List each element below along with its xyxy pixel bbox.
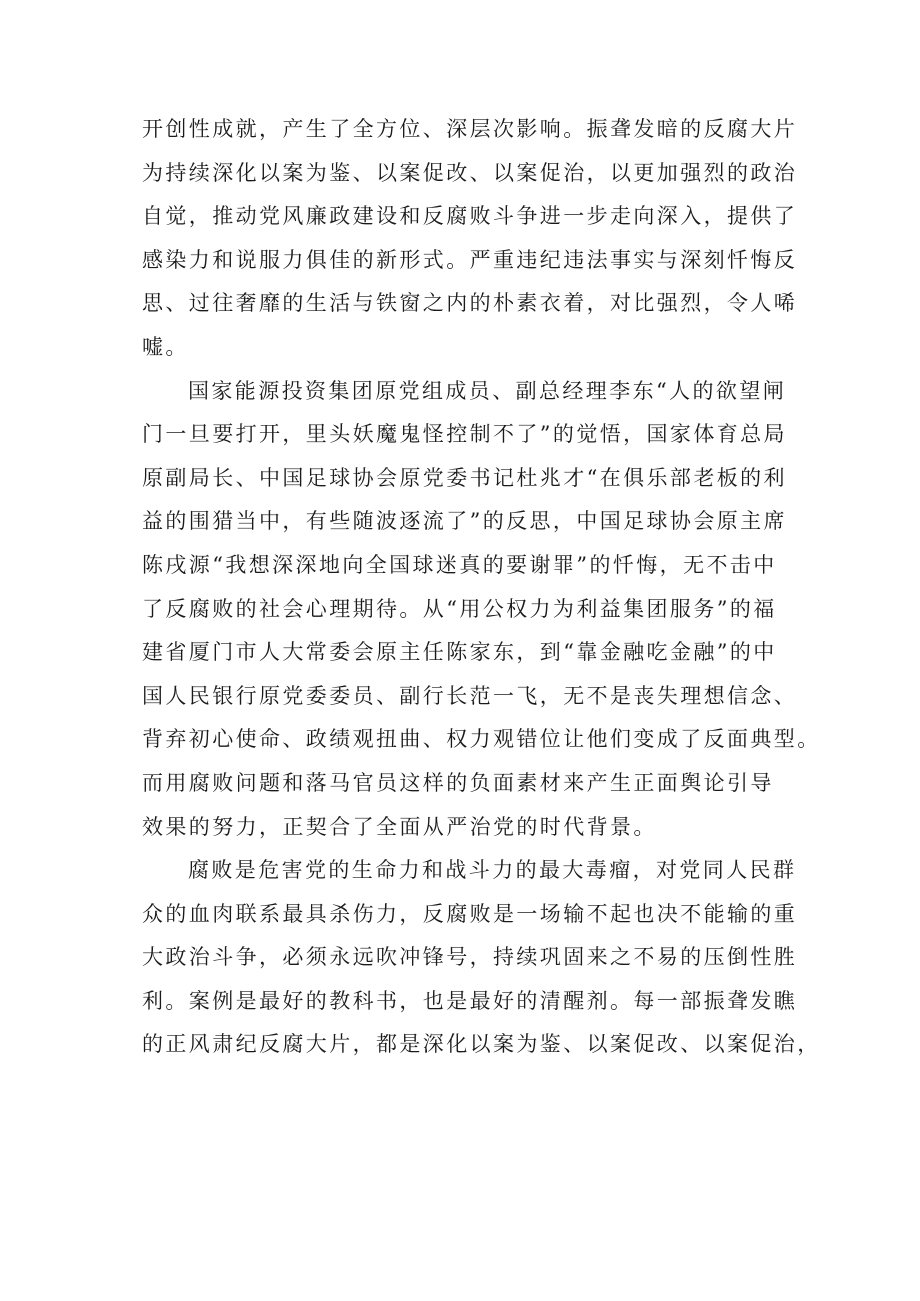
text-line: 建省厦门市人大常委会原主任陈家东，到“靠金融吃金融”的中 xyxy=(142,640,777,665)
text-line: 嘘。 xyxy=(142,334,189,359)
text-line: 国家能源投资集团原党组成员、副总经理李东“人的欲望闸 xyxy=(188,378,787,403)
text-line: 门一旦要打开，里头妖魔鬼怪控制不了”的觉悟，国家体育总局 xyxy=(142,422,787,447)
text-line: 了反腐败的社会心理期待。从“用公权力为利益集团服务”的福 xyxy=(142,596,777,621)
paragraph-2 xyxy=(142,370,821,850)
text-line: 背弃初心使命、政绩观扭曲、权力观错位让他们变成了反面典型。 xyxy=(142,727,821,752)
text-line: 为持续深化以案为鉴、以案促改、以案促治，以更加强烈的政治 xyxy=(142,160,798,185)
paragraph-3 xyxy=(142,849,821,1067)
text-line: 效果的努力，正契合了全面从严治党的时代背景。 xyxy=(142,814,657,839)
text-line: 思、过往奢靡的生活与铁窗之内的朴素衣着，对比强烈，令人唏 xyxy=(142,291,798,316)
text-line: 益的围猎当中，有些随波逐流了”的反思，中国足球协会原主席 xyxy=(142,509,787,534)
text-line: 而用腐败问题和落马官员这样的负面素材来产生正面舆论引导 xyxy=(142,770,774,795)
text-line: 感染力和说服力俱佳的新形式。严重违纪违法事实与深刻忏悔反 xyxy=(142,247,798,272)
body-text xyxy=(142,108,821,1067)
text-line: 众的血肉联系最具杀伤力，反腐败是一场输不起也决不能输的重 xyxy=(142,901,798,926)
text-line: 的正风肃纪反腐大片，都是深化以案为鉴、以案促改、以案促治， xyxy=(142,1032,821,1057)
text-line: 陈戌源“我想深深地向全国球迷真的要谢罪”的忏悔，无不击中 xyxy=(142,552,777,577)
text-line: 开创性成就，产生了全方位、深层次影响。振聋发暗的反腐大片 xyxy=(142,117,798,141)
text-line: 原副局长、中国足球协会原党委书记杜兆才“在俱乐部老板的利 xyxy=(142,465,787,490)
paragraph-1 xyxy=(142,108,798,370)
text-line: 腐败是危害党的生命力和战斗力的最大毒瘤，对党同人民群 xyxy=(188,858,797,883)
text-line: 自觉，推动党风廉政建设和反腐败斗争进一步走向深入，提供了 xyxy=(142,204,798,229)
text-line: 利。案例是最好的教科书，也是最好的清醒剂。每一部振聋发瞧 xyxy=(142,988,798,1013)
text-line: 大政治斗争，必须永远吹冲锋号，持续巩固来之不易的压倒性胜 xyxy=(142,945,798,970)
text-line: 国人民银行原党委委员、副行长范一飞，无不是丧失理想信念、 xyxy=(142,683,798,708)
